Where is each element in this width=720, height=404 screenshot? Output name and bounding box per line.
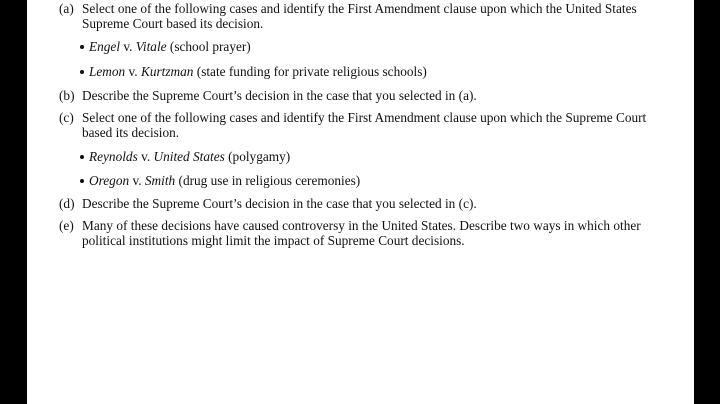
bullet-icon xyxy=(80,155,84,159)
part-a-text-line1: Select one of the following cases and identify the First Amendment clause upon which the United States xyxy=(82,1,637,16)
part-c-text-line2: based its decision. xyxy=(82,125,180,140)
part-a-label: (a) xyxy=(59,1,74,16)
bullet-icon xyxy=(80,45,84,49)
versus: v. xyxy=(125,64,141,79)
case-party-a: Oregon xyxy=(89,173,130,188)
case-party-a: Engel xyxy=(89,39,121,54)
case-party-a: Lemon xyxy=(89,64,126,79)
case-bullet xyxy=(80,173,360,188)
versus: v. xyxy=(120,39,136,54)
part-c-label: (c) xyxy=(59,110,74,125)
part-d-label: (d) xyxy=(59,196,75,211)
case-bullet xyxy=(80,39,251,54)
case-party-b: Smith xyxy=(144,173,176,188)
part-b-label: (b) xyxy=(59,88,75,103)
part-c-text-line1: Select one of the following cases and identify the First Amendment clause upon which the Supreme Court xyxy=(82,110,647,125)
part-e-label: (e) xyxy=(59,218,74,233)
case-party-a: Reynolds xyxy=(89,149,138,164)
versus: v. xyxy=(137,149,154,164)
part-e-text-line1: Many of these decisions have caused controversy in the United States. Describe two ways in which other xyxy=(82,218,641,233)
part-e-text-line2: political institutions might limit the impact of Supreme Court decisions. xyxy=(82,233,465,248)
part-b-text: Describe the Supreme Court’s decision in the case that you selected in (a). xyxy=(82,88,477,103)
case-bullet xyxy=(80,64,427,79)
versus: v. xyxy=(129,173,145,188)
case-note: (school prayer) xyxy=(166,39,251,54)
bullet-icon xyxy=(80,179,84,183)
case-note: (polygamy) xyxy=(224,149,291,164)
bullet-icon xyxy=(80,70,84,74)
part-d-text: Describe the Supreme Court’s decision in the case that you selected in (c). xyxy=(82,196,477,211)
part-a-text-line2: Supreme Court based its decision. xyxy=(82,16,264,31)
document-page xyxy=(27,0,694,404)
case-party-b: United States xyxy=(153,149,225,164)
case-party-b: Vitale xyxy=(135,39,167,54)
case-note: (drug use in religious ceremonies) xyxy=(175,173,361,188)
case-bullet xyxy=(80,149,290,164)
case-party-b: Kurtzman xyxy=(140,64,194,79)
case-note: (state funding for private religious schools) xyxy=(193,64,427,79)
